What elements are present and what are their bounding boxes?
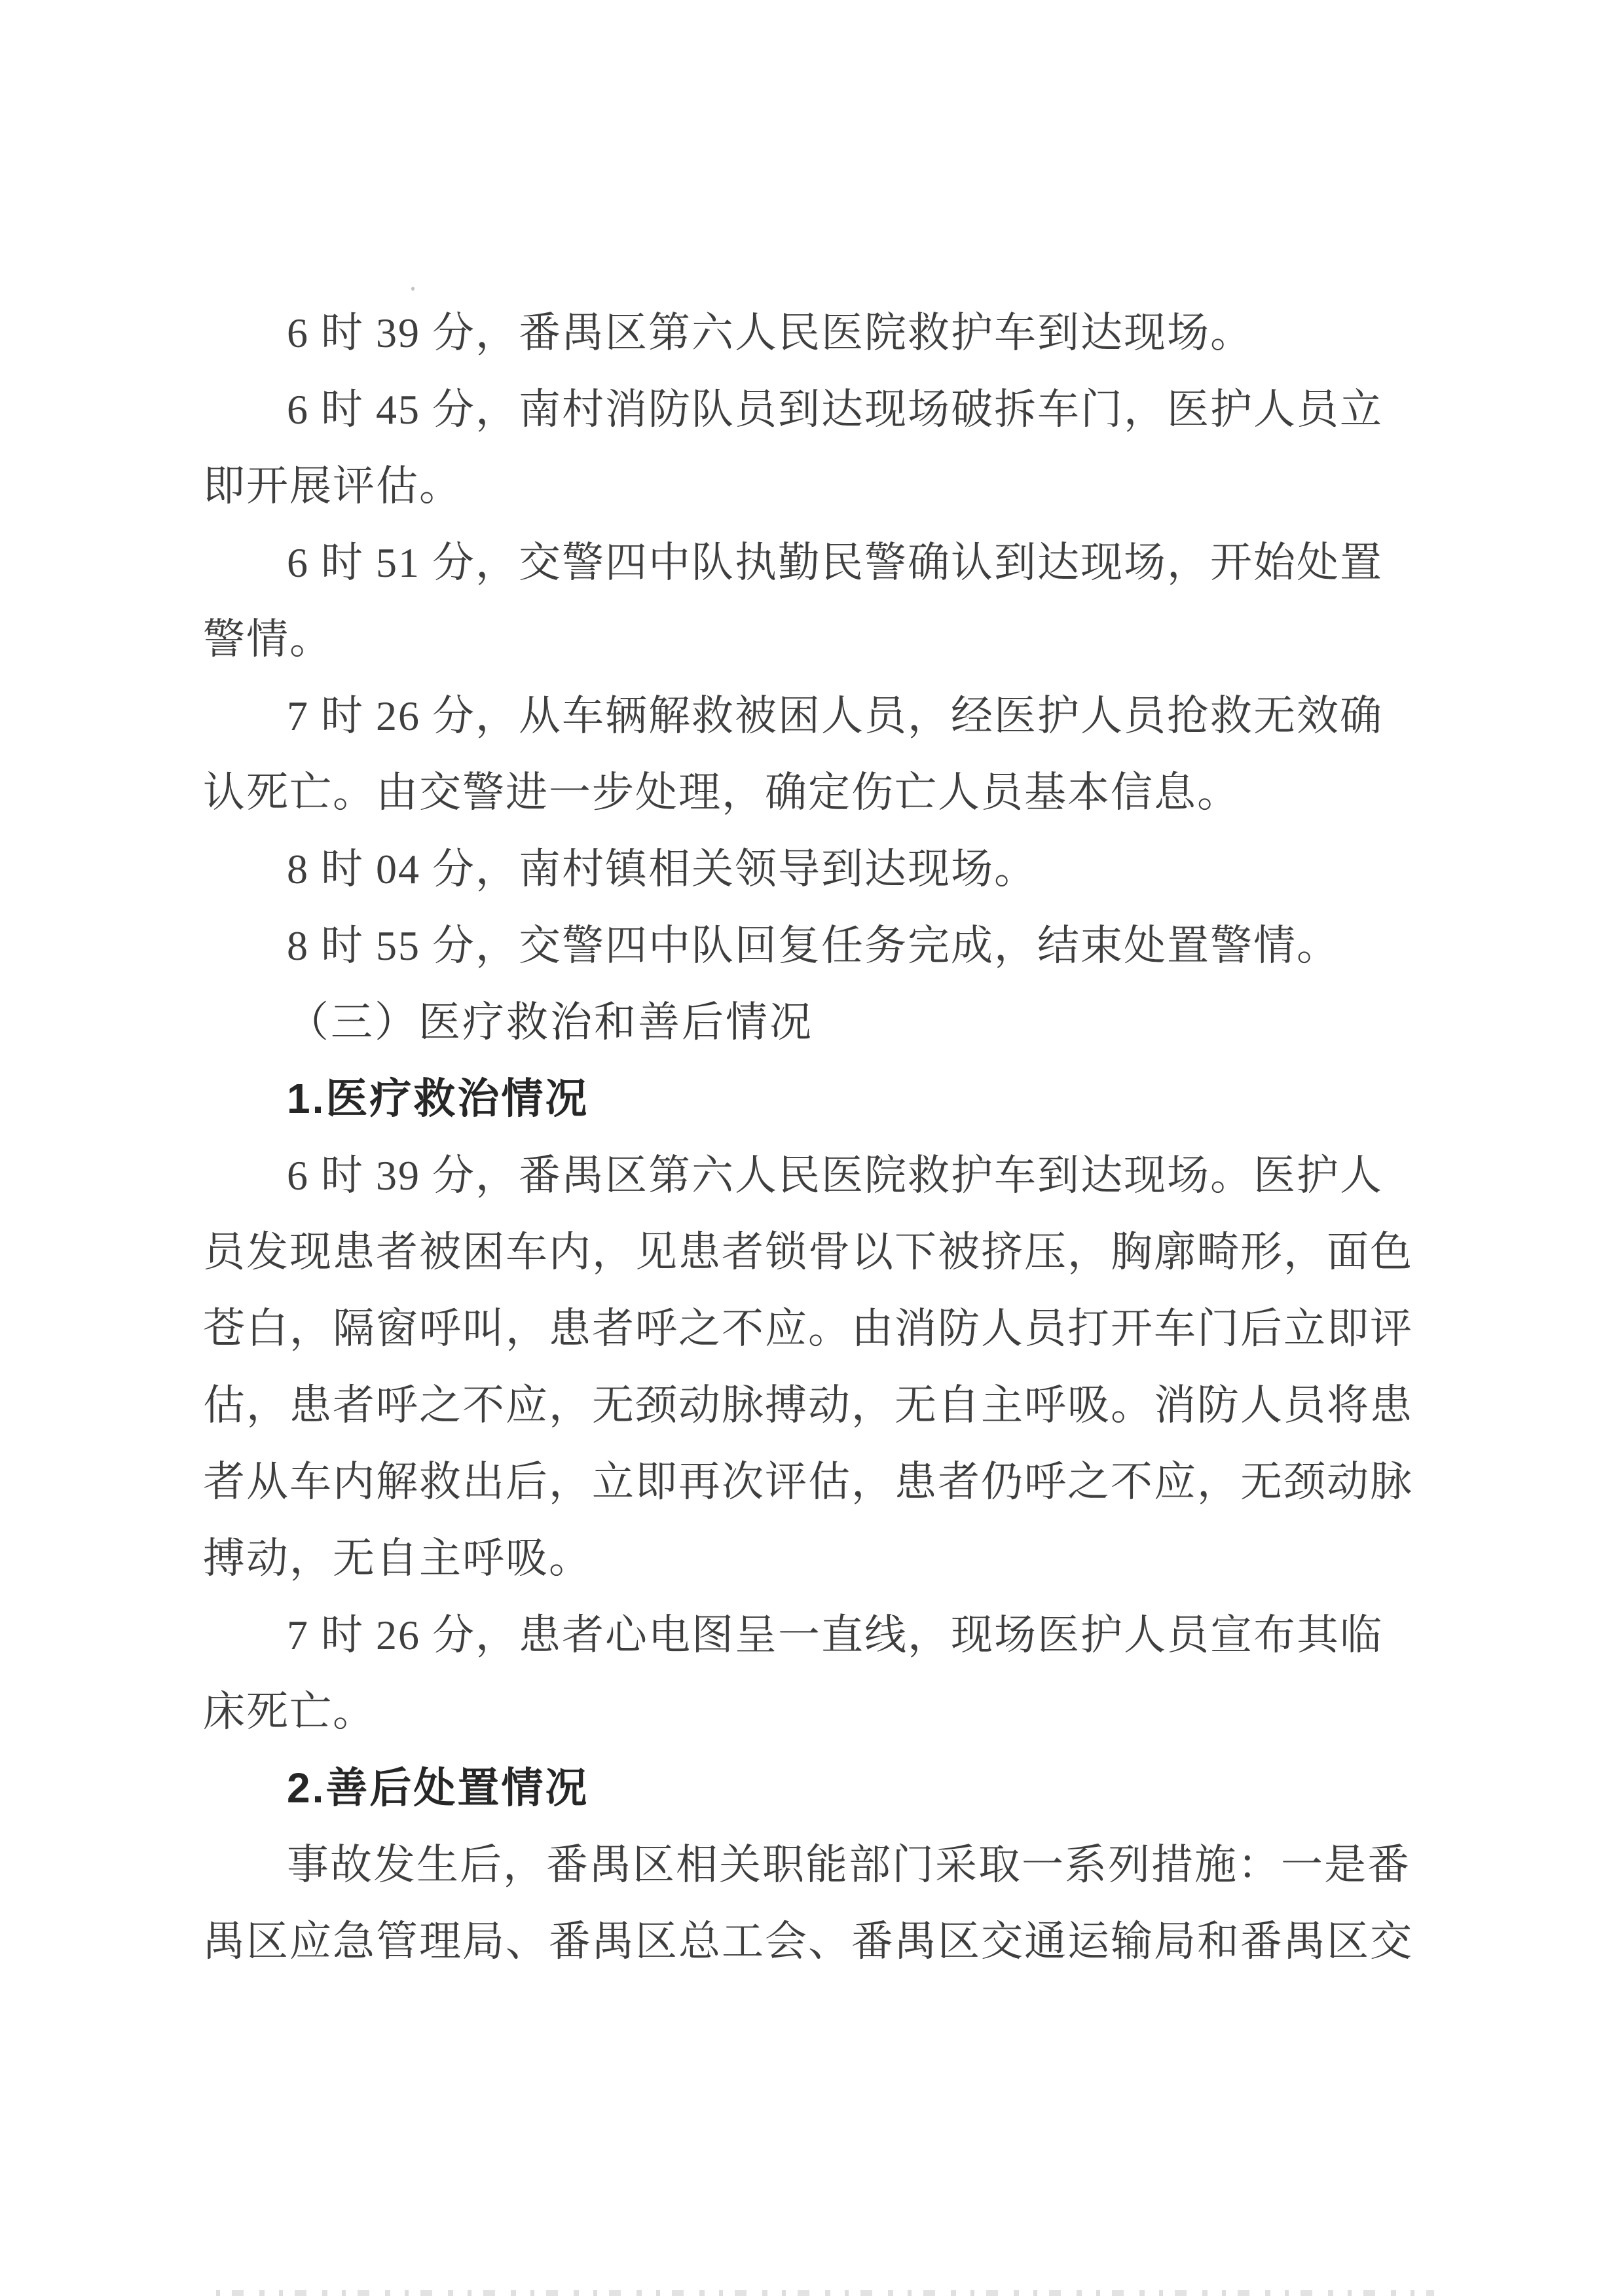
scan-speck [411,287,415,291]
text-line: 员发现患者被困车内，见患者锁骨以下被挤压，胸廓畸形，面色 [203,1229,1413,1275]
text-line: 事故发生后，番禺区相关职能部门采取一系列措施：一是番 [287,1842,1411,1888]
text-line: 即开展评估。 [203,463,462,509]
text-line: 估，患者呼之不应，无颈动脉搏动，无自主呼吸。消防人员将患 [203,1382,1413,1429]
text-line: 6 时 39 分，番禺区第六人民医院救护车到达现场。医护人 [287,1152,1383,1199]
text-line: 8 时 04 分，南村镇相关领导到达现场。 [287,846,1037,892]
text-line: 7 时 26 分，患者心电图呈一直线，现场医护人员宣布其临 [287,1612,1383,1658]
text-line: 认死亡。由交警进一步处理，确定伤亡人员基本信息。 [203,769,1240,816]
text-line: 苍白，隔窗呼叫，患者呼之不应。由消防人员打开车门后立即评 [203,1305,1413,1352]
text-line: 1.医疗救治情况 [287,1075,589,1122]
text-line: （三）医疗救治和善后情况 [287,999,813,1046]
text-line: 搏动，无自主呼吸。 [203,1535,592,1582]
text-line: 2.善后处置情况 [287,1764,589,1812]
document-body [203,295,1428,1980]
text-line: 禺区应急管理局、番禺区总工会、番禺区交通运输局和番禺区交 [203,1918,1413,1965]
next-page-cutoff-text [216,2290,1434,2296]
text-line: 6 时 45 分，南村消防队员到达现场破拆车门，医护人员立 [287,386,1383,433]
text-line: 警情。 [203,616,333,663]
text-line: 6 时 51 分，交警四中队执勤民警确认到达现场，开始处置 [287,539,1383,586]
text-line: 床死亡。 [203,1688,376,1735]
text-line: 8 时 55 分，交警四中队回复任务完成，结束处置警情。 [287,922,1340,969]
text-line: 6 时 39 分，番禺区第六人民医院救护车到达现场。 [287,310,1253,356]
text-line: 7 时 26 分，从车辆解救被困人员，经医护人员抢救无效确 [287,693,1383,739]
text-line: 者从车内解救出后，立即再次评估，患者仍呼之不应，无颈动脉 [203,1459,1413,1505]
